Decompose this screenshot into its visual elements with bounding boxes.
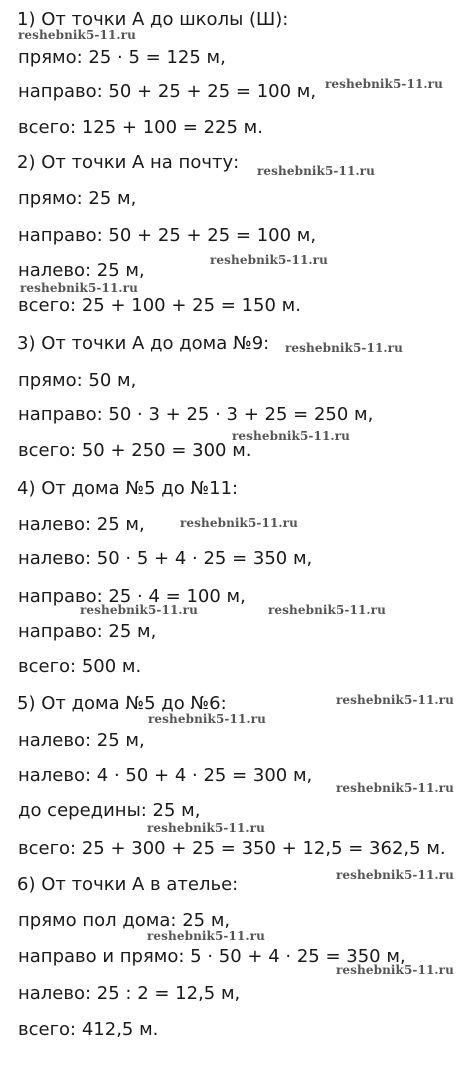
heading-2: 2) От точки A на почту: <box>17 152 240 173</box>
text-line: налево: 50 · 5 + 4 · 25 = 350 м, <box>18 548 313 569</box>
heading-3: 3) От точки A до дома №9: <box>17 333 270 354</box>
heading-4: 4) От дома №5 до №11: <box>17 478 239 499</box>
text-line: всего: 500 м. <box>18 656 142 677</box>
text-line: налево: 25 м, <box>18 514 145 535</box>
text-line: налево: 4 · 50 + 4 · 25 = 300 м, <box>18 765 313 786</box>
text-line: направо: 50 + 25 + 25 = 100 м, <box>18 81 317 102</box>
heading-5: 5) От дома №5 до №6: <box>17 693 227 714</box>
text-line: направо: 50 · 3 + 25 · 3 + 25 = 250 м, <box>18 404 374 425</box>
watermark: reshebnik5-11.ru <box>336 781 454 795</box>
text-line: всего: 125 + 100 = 225 м. <box>18 117 263 138</box>
watermark: reshebnik5-11.ru <box>268 603 386 617</box>
text-line: направо: 50 + 25 + 25 = 100 м, <box>18 225 317 246</box>
watermark: reshebnik5-11.ru <box>147 821 265 835</box>
watermark: reshebnik5-11.ru <box>210 253 328 267</box>
watermark: reshebnik5-11.ru <box>325 77 443 91</box>
text-line: прямо: 50 м, <box>18 370 137 391</box>
text-line: всего: 25 + 300 + 25 = 350 + 12,5 = 362,5 м. <box>18 838 446 859</box>
heading-6: 6) От точки A в ателье: <box>17 874 239 895</box>
text-line: всего: 25 + 100 + 25 = 150 м. <box>18 295 301 316</box>
watermark: reshebnik5-11.ru <box>148 712 266 726</box>
text-line: всего: 412,5 м. <box>18 1019 159 1040</box>
watermark: reshebnik5-11.ru <box>147 929 265 943</box>
text-line: налево: 25 м, <box>18 730 145 751</box>
heading-1: 1) От точки A до школы (Ш): <box>17 9 289 30</box>
watermark: reshebnik5-11.ru <box>180 516 298 530</box>
watermark: reshebnik5-11.ru <box>257 164 375 178</box>
watermark: reshebnik5-11.ru <box>336 868 454 882</box>
watermark: reshebnik5-11.ru <box>336 963 454 977</box>
watermark: reshebnik5-11.ru <box>336 693 454 707</box>
text-line: прямо: 25 м, <box>18 188 137 209</box>
watermark: reshebnik5-11.ru <box>232 429 350 443</box>
text-line: всего: 50 + 250 = 300 м. <box>18 440 252 461</box>
watermark: reshebnik5-11.ru <box>18 28 136 42</box>
watermark: reshebnik5-11.ru <box>80 603 198 617</box>
text-line: налево: 25 : 2 = 12,5 м, <box>18 983 241 1004</box>
text-line: до середины: 25 м, <box>18 800 201 821</box>
text-line: налево: 25 м, <box>18 260 145 281</box>
text-line: прямо пол дома: 25 м, <box>18 910 231 931</box>
watermark: reshebnik5-11.ru <box>20 281 138 295</box>
watermark: reshebnik5-11.ru <box>285 341 403 355</box>
text-line: направо: 25 · 4 = 100 м, <box>18 586 246 607</box>
text-line: направо и прямо: 5 · 50 + 4 · 25 = 350 м, <box>18 946 406 967</box>
text-line: направо: 25 м, <box>18 621 157 642</box>
text-line: прямо: 25 · 5 = 125 м, <box>18 47 226 68</box>
